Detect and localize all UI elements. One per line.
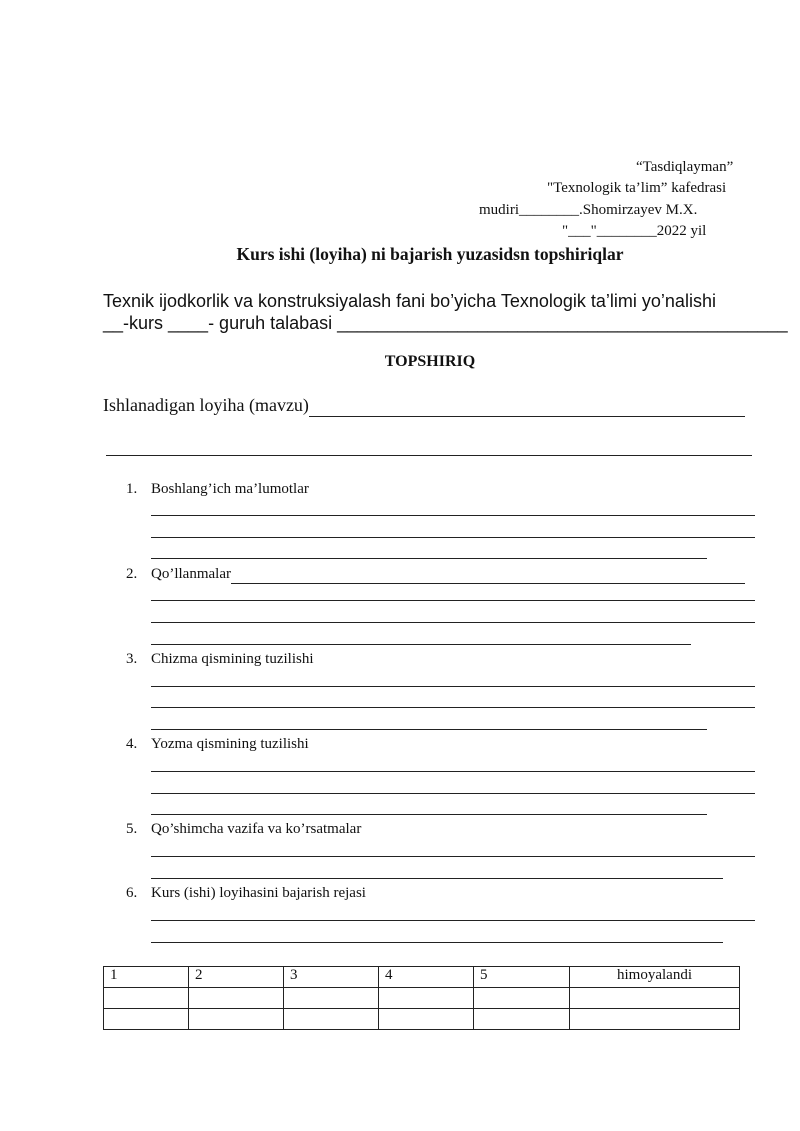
table-header-cell-defended: himoyalandi: [570, 967, 740, 988]
table-cell[interactable]: [570, 1009, 740, 1030]
table-row: [104, 988, 740, 1009]
item-label-3: Chizma qismining tuzilishi: [151, 651, 314, 667]
item-6-fill-line[interactable]: [151, 920, 755, 921]
table-row: [104, 1009, 740, 1030]
item-6-fill-line[interactable]: [151, 942, 723, 943]
item-label-4: Yozma qismining tuzilishi: [151, 736, 309, 752]
item-3-fill-line[interactable]: [151, 707, 755, 708]
item-4-fill-line[interactable]: [151, 814, 707, 815]
item-2-inline-fill[interactable]: [231, 566, 745, 584]
intro-line-1: Texnik ijodkorlik va konstruksiyalash fani bo’yicha Texnologik ta’limi yo’nalishi: [103, 291, 716, 311]
table-header-cell: 4: [379, 967, 474, 988]
table-header-cell: 1: [104, 967, 189, 988]
item-2-fill-line[interactable]: [151, 622, 755, 623]
topic-fill-line-2[interactable]: [106, 455, 752, 456]
document-title: Kurs ishi (loyiha) ni bajarish yuzasidsn topshiriqlar: [236, 244, 624, 264]
item-label-5: Qo’shimcha vazifa va ko’rsatmalar: [151, 821, 362, 837]
item-number-5: 5.: [126, 821, 138, 837]
table-cell[interactable]: [189, 1009, 284, 1030]
item-label-6: Kurs (ishi) loyihasini bajarish rejasi: [151, 885, 366, 901]
approval-line-2: "Texnologik ta’lim” kafedrasi: [547, 180, 727, 196]
approval-line-4: "___"________2022 yil: [562, 223, 707, 239]
item-3-fill-line[interactable]: [151, 686, 755, 687]
table-header-cell: 3: [284, 967, 379, 988]
item-number-4: 4.: [126, 736, 138, 752]
intro-line-2: __-kurs ____- guruh talabasi _____________________________________________: [103, 313, 788, 333]
item-number-1: 1.: [126, 481, 138, 497]
table-cell[interactable]: [104, 988, 189, 1009]
table-cell[interactable]: [570, 988, 740, 1009]
item-5-fill-line[interactable]: [151, 856, 755, 857]
table-cell[interactable]: [189, 988, 284, 1009]
table-header-row: [104, 967, 740, 988]
plan-table: [103, 966, 740, 1030]
item-1-fill-line[interactable]: [151, 515, 755, 516]
item-number-6: 6.: [126, 885, 138, 901]
section-title: TOPSHIRIQ: [384, 353, 476, 370]
item-number-2: 2.: [126, 566, 138, 582]
table-cell[interactable]: [104, 1009, 189, 1030]
item-item-2-row: [151, 566, 745, 584]
table-cell[interactable]: [379, 1009, 474, 1030]
item-1-fill-line[interactable]: [151, 537, 755, 538]
table-cell[interactable]: [474, 1009, 570, 1030]
table-cell[interactable]: [284, 988, 379, 1009]
item-label-2: Qo’llanmalar: [151, 566, 231, 582]
item-4-fill-line[interactable]: [151, 771, 755, 772]
item-3-fill-line[interactable]: [151, 729, 707, 730]
approval-line-1: “Tasdiqlayman”: [636, 159, 734, 175]
table-cell[interactable]: [379, 988, 474, 1009]
item-number-3: 3.: [126, 651, 138, 667]
item-5-fill-line[interactable]: [151, 878, 723, 879]
table-cell[interactable]: [284, 1009, 379, 1030]
item-2-fill-line[interactable]: [151, 600, 755, 601]
item-4-fill-line[interactable]: [151, 793, 755, 794]
topic-line: [103, 395, 745, 417]
approval-line-3: mudiri________.Shomirzayev M.X.: [479, 202, 698, 218]
topic-label: Ishlanadigan loyiha (mavzu): [103, 395, 309, 415]
table-header-cell: 5: [474, 967, 570, 988]
topic-fill-line[interactable]: [309, 395, 745, 417]
item-label-1: Boshlang’ich ma’lumotlar: [151, 481, 309, 497]
table-cell[interactable]: [474, 988, 570, 1009]
item-2-fill-line[interactable]: [151, 644, 691, 645]
table-header-cell: 2: [189, 967, 284, 988]
item-1-fill-line[interactable]: [151, 558, 707, 559]
